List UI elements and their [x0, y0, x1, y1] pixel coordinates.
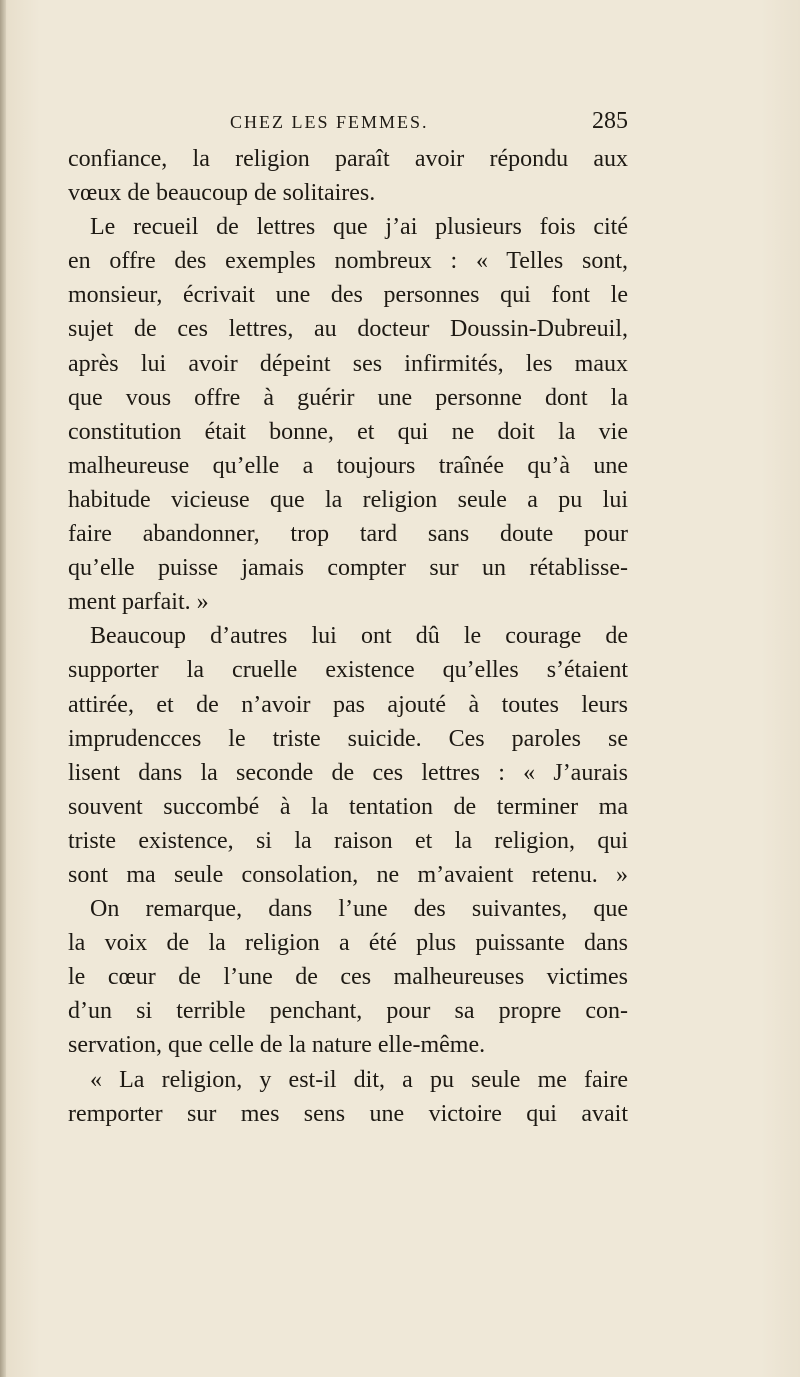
text-line: supporter la cruelle existence qu’elles s’étaient — [68, 657, 628, 684]
text-line: lisent dans la seconde de ces lettres : « J’aurais — [68, 759, 628, 786]
text-line: Le recueil de lettres que j’ai plusieurs fois cité — [90, 214, 628, 241]
text-line: On remarque, dans l’une des suivantes, que — [90, 896, 628, 923]
text-line: en offre des exemples nombreux : « Telles sont, — [68, 248, 628, 275]
text-line: vœux de beaucoup de solitaires. — [68, 180, 376, 207]
text-line: remporter sur mes sens une victoire qui avait — [68, 1100, 628, 1127]
page-number: 285 — [592, 108, 628, 134]
text-line: confiance, la religion paraît avoir répondu aux — [68, 146, 628, 172]
text-line: que vous offre à guérir une personne dont la — [68, 384, 628, 411]
text-line: monsieur, écrivait une des personnes qui font le — [68, 282, 628, 309]
text-line: sont ma seule consolation, ne m’avaient retenu. » — [68, 861, 628, 888]
text-line: constitution était bonne, et qui ne doit la vie — [68, 418, 628, 445]
running-title: CHEZ LES FEMMES. — [230, 112, 429, 132]
text-line: servation, que celle de la nature elle-même. — [68, 1032, 486, 1059]
text-line: « La religion, y est-il dit, a pu seule me faire — [90, 1066, 628, 1093]
text-line: sujet de ces lettres, au docteur Doussin-Dubreuil, — [68, 316, 628, 343]
text-line: souvent succombé à la tentation de terminer ma — [68, 793, 628, 820]
text-line: qu’elle puisse jamais compter sur un rétablisse- — [68, 555, 628, 582]
text-line: Beaucoup d’autres lui ont dû le courage de — [90, 623, 628, 650]
text-line: triste existence, si la raison et la religion, qui — [68, 827, 628, 854]
text-body — [68, 142, 628, 1131]
text-line: d’un si terrible penchant, pour sa propre con- — [68, 998, 628, 1025]
text-line: malheureuse qu’elle a toujours traînée qu’à une — [68, 452, 628, 479]
running-head — [68, 108, 628, 142]
text-line: le cœur de l’une de ces malheureuses victimes — [68, 964, 628, 991]
page-gutter — [0, 0, 6, 1377]
text-line: faire abandonner, trop tard sans doute pour — [68, 521, 628, 548]
text-line: la voix de la religion a été plus puissante dans — [68, 930, 628, 957]
text-line: attirée, et de n’avoir pas ajouté à toutes leurs — [68, 691, 628, 718]
text-line: après lui avoir dépeint ses infirmités, les maux — [68, 350, 628, 377]
text-line: ment parfait. » — [68, 589, 209, 616]
text-line: habitude vicieuse que la religion seule a pu lui — [68, 486, 628, 513]
text-line: imprudencces le triste suicide. Ces paroles se — [68, 725, 628, 752]
